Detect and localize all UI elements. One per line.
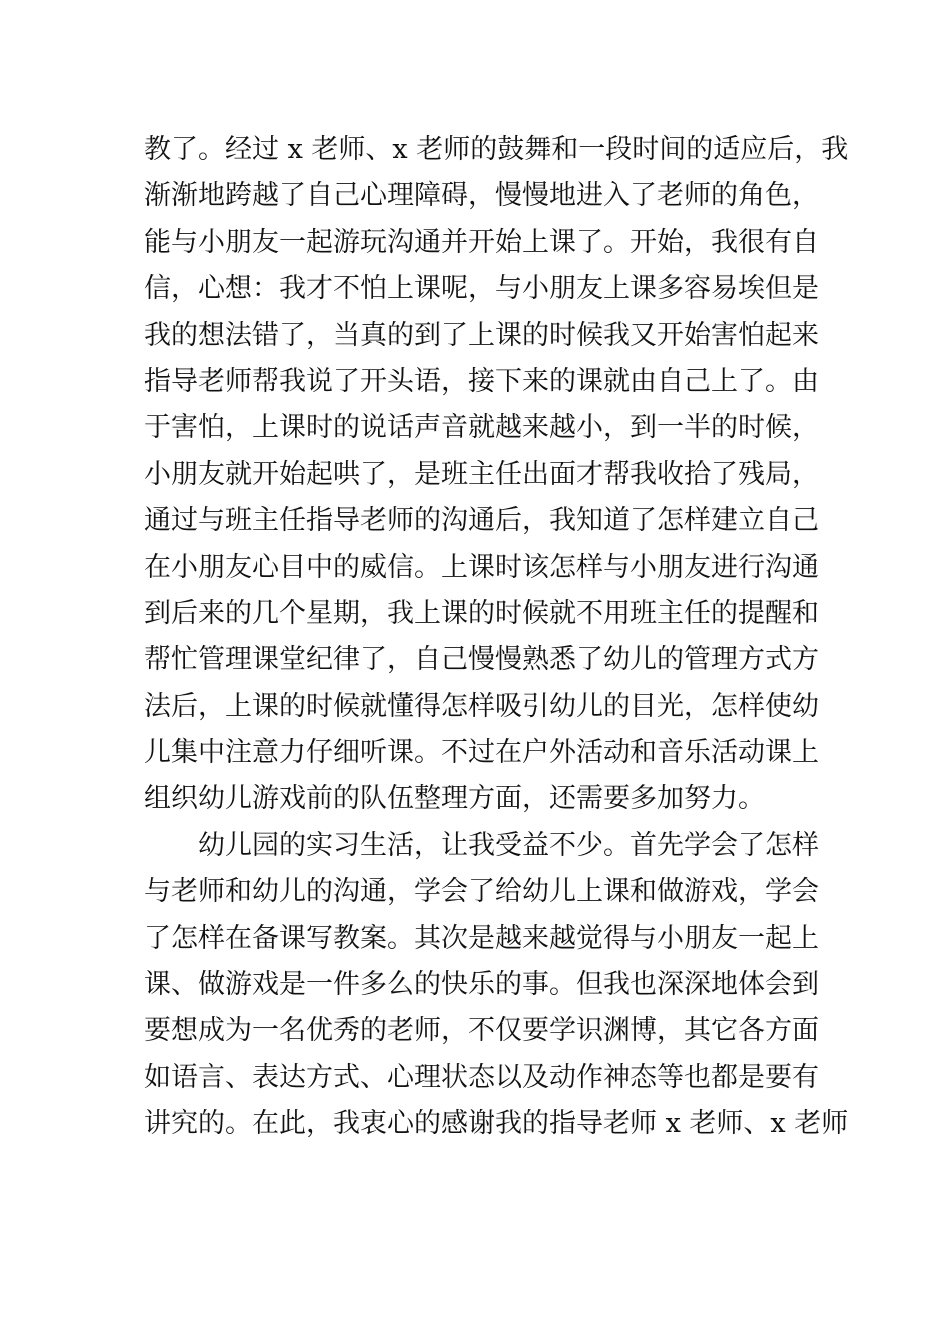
paragraph-2 [144,823,849,1148]
text-line: 于害怕，上课时的说话声音就越来越小，到一半的时候， [144,412,819,444]
text-line: 通过与班主任指导老师的沟通后，我知道了怎样建立自己 [144,505,819,537]
text-line: 教了。经过 x 老师、x 老师的鼓舞和一段时间的适应后，我 [144,134,849,165]
text-line: 在小朋友心目中的威信。上课时该怎样与小朋友进行沟通 [144,551,819,583]
text-line: 与老师和幼儿的沟通，学会了给幼儿上课和做游戏，学会 [144,876,819,908]
text-line: 组织幼儿游戏前的队伍整理方面，还需要多加努力。 [144,783,765,815]
paragraph-1 [144,127,849,823]
text-line: 幼儿园的实习生活，让我受益不少。首先学会了怎样 [198,829,819,861]
text-line: 小朋友就开始起哄了，是班主任出面才帮我收拾了残局， [144,458,819,490]
text-line: 了怎样在备课写教案。其次是越来越觉得与小朋友一起上 [144,922,819,954]
text-line: 能与小朋友一起游玩沟通并开始上课了。开始，我很有自 [144,226,819,258]
text-line: 渐渐地跨越了自己心理障碍，慢慢地进入了老师的角色， [144,180,819,212]
text-line: 讲究的。在此，我衷心的感谢我的指导老师 x 老师、x 老师 [144,1108,849,1140]
document-body [144,127,849,1148]
text-line: 指导老师帮我说了开头语，接下来的课就由自己上了。由 [144,365,819,397]
text-line: 如语言、表达方式、心理状态以及动作神态等也都是要有 [144,1061,819,1093]
text-line: 法后，上课的时候就懂得怎样吸引幼儿的目光，怎样使幼 [144,690,819,722]
text-line: 信，心想：我才不怕上课呢，与小朋友上课多容易埃但是 [144,273,819,305]
text-line: 到后来的几个星期，我上课的时候就不用班主任的提醒和 [144,597,819,629]
text-line: 帮忙管理课堂纪律了，自己慢慢熟悉了幼儿的管理方式方 [144,644,819,676]
text-line: 要想成为一名优秀的老师，不仅要学识渊博，其它各方面 [144,1015,819,1047]
text-line: 儿集中注意力仔细听课。不过在户外活动和音乐活动课上 [144,737,819,769]
text-line: 我的想法错了，当真的到了上课的时候我又开始害怕起来 [144,319,819,351]
text-line: 课、做游戏是一件多么的快乐的事。但我也深深地体会到 [144,969,819,1001]
